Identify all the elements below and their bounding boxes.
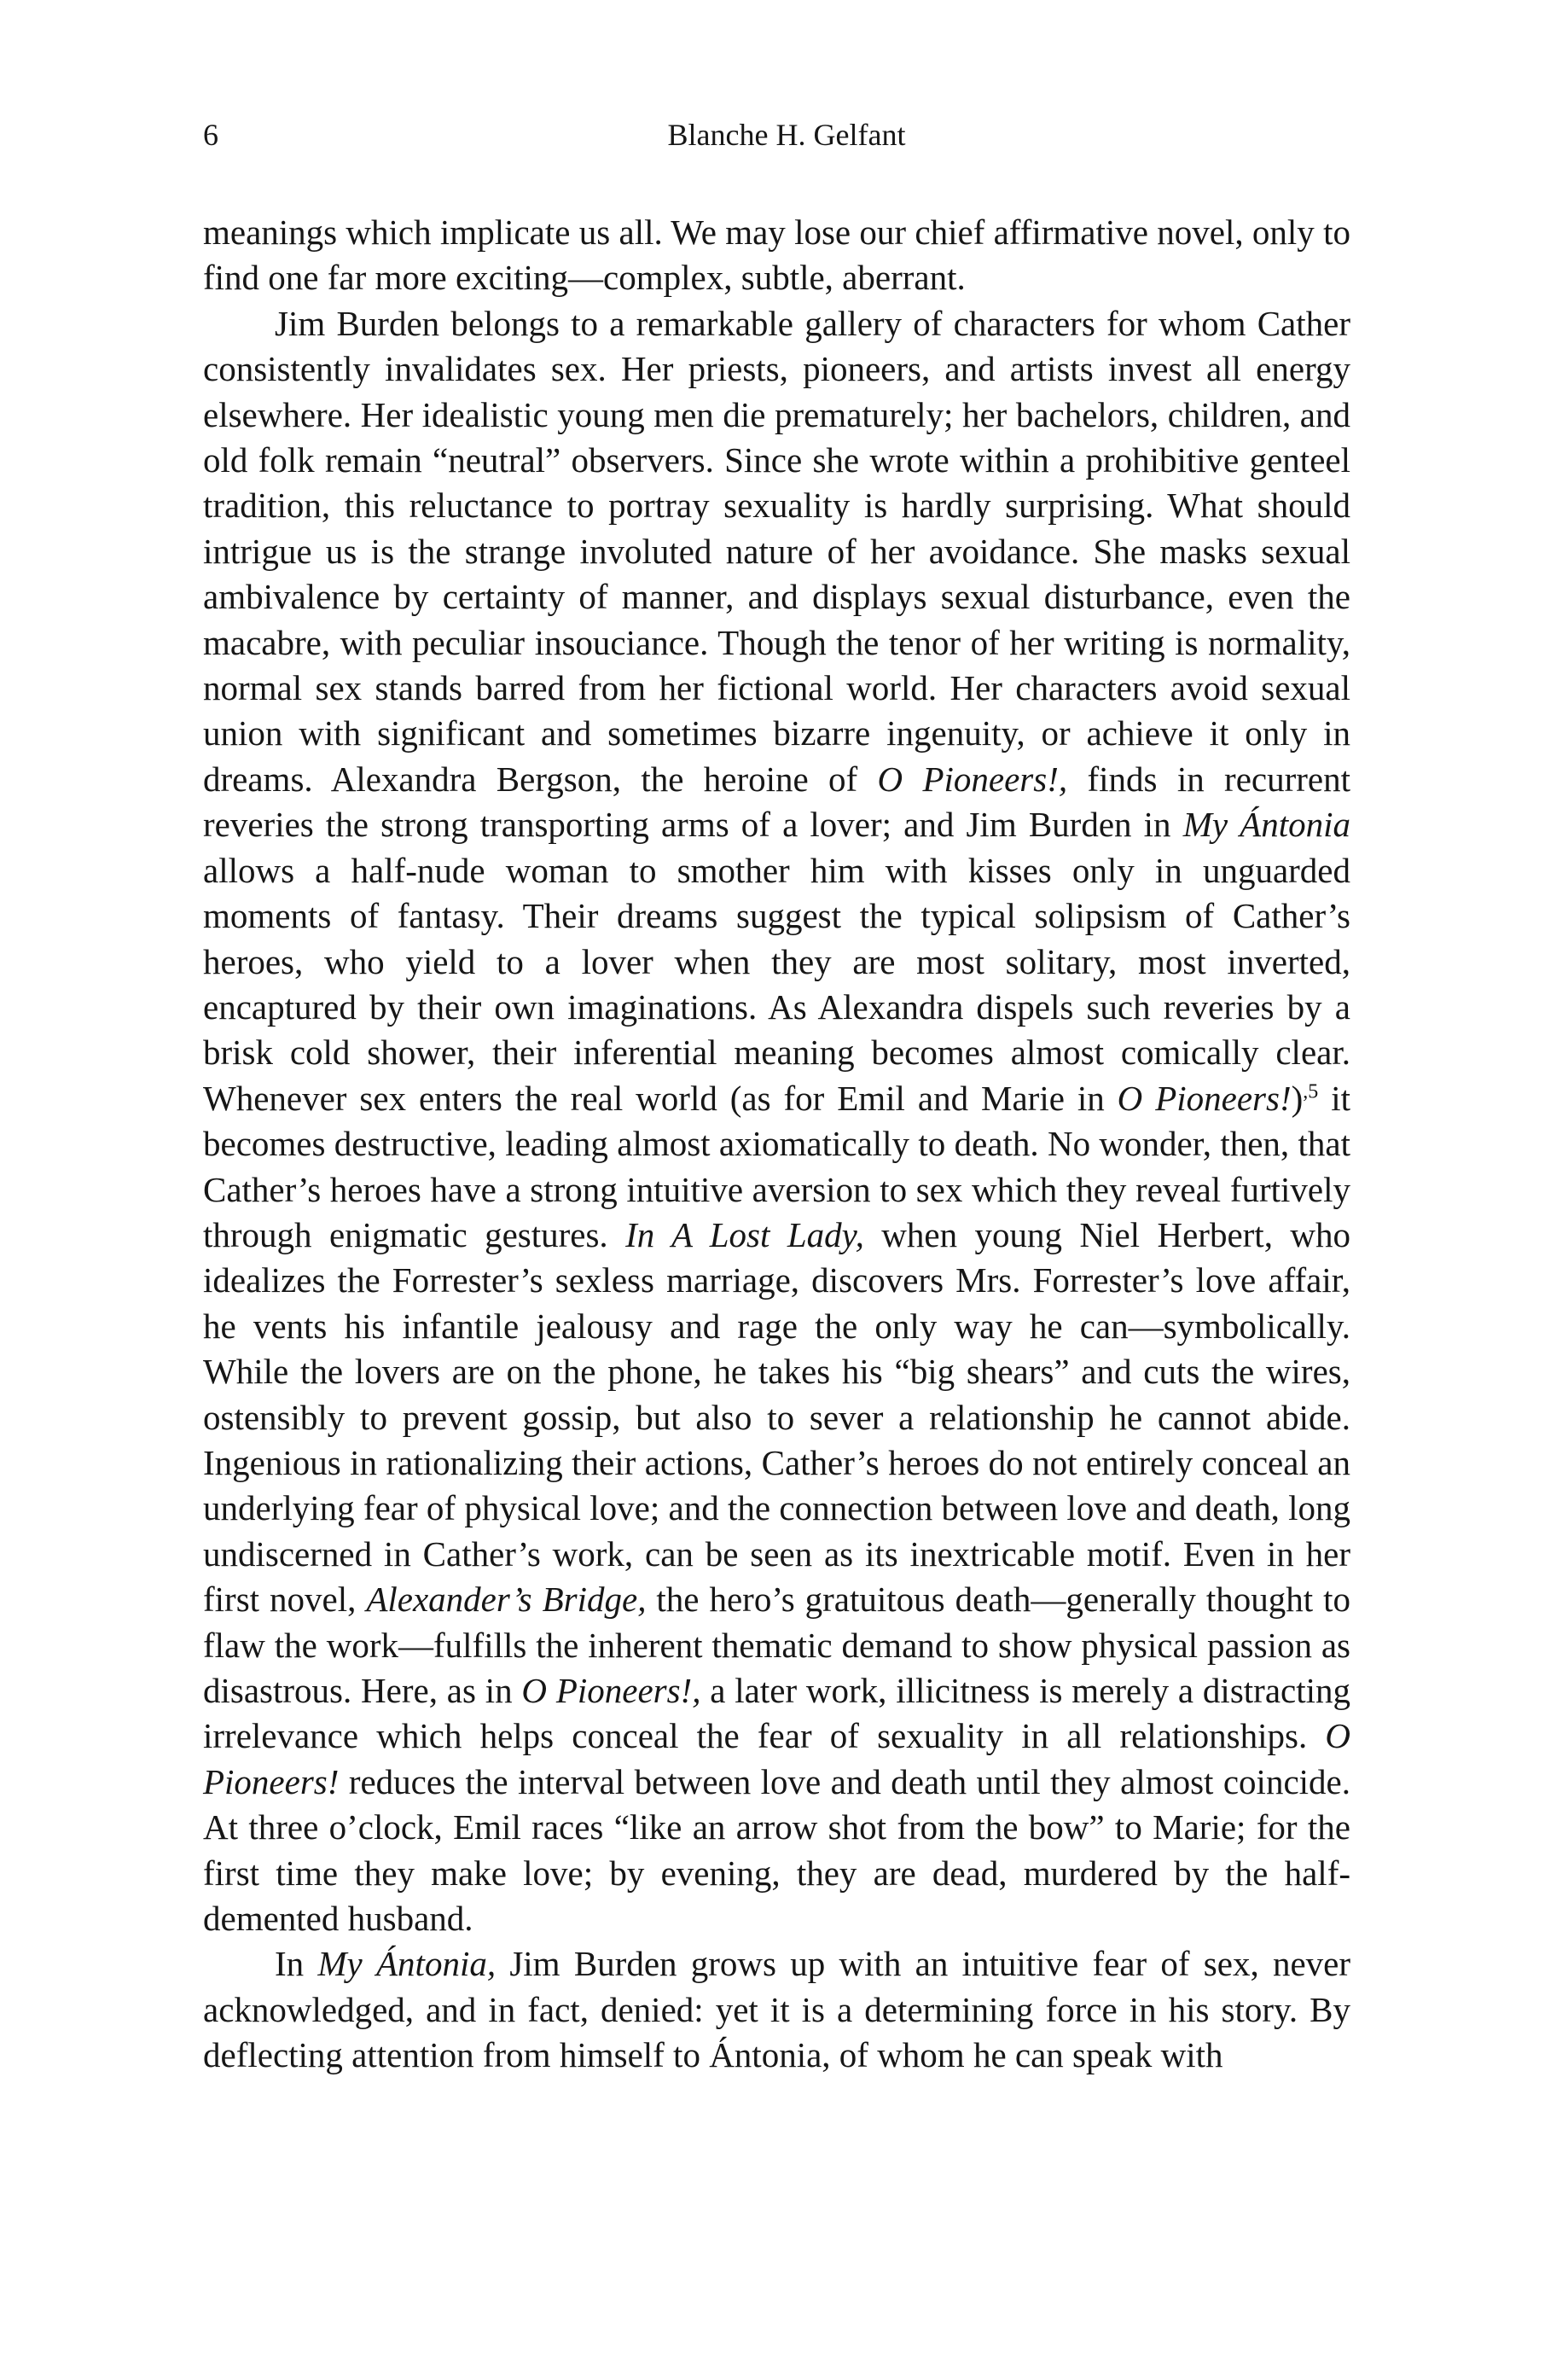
text-run: it becomes destructive, leading almost axiomatically to death. No wonder, then, that Cather’s heroes have a strong intuitive aversion to sex which they reveal furtively through enigmatic gestures.: [203, 1078, 1350, 1254]
italic-title: My Ántonia: [1182, 805, 1350, 845]
text-run: finds in recurrent reveries the strong transporting arms of a lover; and Jim Burden in: [203, 759, 1350, 845]
page-number: 6: [203, 118, 218, 152]
italic-title: O Pioneers!,: [877, 759, 1068, 799]
italic-title: In A Lost Lady,: [625, 1214, 864, 1254]
italic-title: My Ántonia,: [317, 1944, 497, 1984]
text-run: In: [275, 1944, 318, 1984]
text-run: Jim Burden grows up with an intuitive fear of sex, never acknowledged, and in fact, denied: yet it is a determining force in his story. By deflecting attention from himself to Ántonia, of whom he can speak with: [203, 1944, 1351, 2075]
text-run: ): [1291, 1078, 1304, 1118]
body-text: [203, 210, 1350, 2079]
text-run: a later work, illicitness is merely a distracting irrelevance which helps conceal the fear of sexuality in all relationships.: [203, 1671, 1351, 1756]
italic-title: O Pioneers!: [203, 1716, 1350, 1801]
italic-title: O Pioneers!: [1117, 1078, 1292, 1118]
italic-title: O Pioneers!,: [521, 1671, 701, 1710]
text-run: allows a half-nude woman to smother him with kisses only in unguarded moments of fantasy. Their dreams suggest the typical solipsism of Cather’s heroes, who yield to a lover when they are most solitary, most inverted, encaptured by their own imaginations. As Alexandra dispels such reveries by a brisk cold shower, their inferential meaning becomes almost comically clear. Whenever sex enters the real world (as for Emil and Marie in: [203, 850, 1350, 1118]
paragraph: [203, 1941, 1350, 2078]
footnote-reference: ,5: [1303, 1080, 1319, 1103]
text-run: the hero’s gratuitous death—generally thought to flaw the work—fulfills the inherent thematic demand to show physical passion as disastrous. Here, as in: [203, 1580, 1350, 1710]
running-head-author: Blanche H. Gelfant: [667, 118, 906, 152]
text-run: reduces the interval between love and death until they almost coincide. At three o’clock, Emil races “like an arrow shot from the bow” to Marie; for the first time they make love; by evening, they are dead, murdered by the half-demented husband.: [203, 1761, 1350, 1939]
text-run: Jim Burden belongs to a remarkable gallery of characters for whom Cather consistently invalidates sex. Her priests, pioneers, and artists invest all energy elsewhere. Her idealistic young men die prematurely; her bachelors, children, and old folk remain “neutral” observers. Since she wrote within a prohibitive genteel tradition, this reluctance to portray sexuality is hardly surprising. What should intrigue us is the strange involuted nature of her avoidance. She masks sexual ambivalence by certainty of manner, and displays sexual disturbance, even the macabre, with peculiar insouciance. Though the tenor of her writing is normality, normal sex stands barred from her fictional world. Her characters avoid sexual union with significant and sometimes bizarre ingenuity, or achieve it only in dreams. Alexandra Bergson, the heroine of: [203, 303, 1350, 799]
paragraph: meanings which implicate us all. We may lose our chief affirmative novel, only to find one far more exciting—complex, subtle, aberrant.: [203, 212, 1350, 298]
page-header: [203, 109, 1370, 160]
paragraph: [203, 301, 1350, 1942]
text-run: when young Niel Herbert, who idealizes the Forrester’s sexless marriage, discovers Mrs. Forrester’s love affair, he vents his infantile jealousy and rage the only way he can—symbolically. While the lovers are on the phone, he takes his “big shears” and cuts the wires, ostensibly to prevent gossip, but also to sever a relationship he cannot abide. Ingenious in rationalizing their actions, Cather’s heroes do not entirely conceal an underlying fear of physical love; and the connection between love and death, long undiscerned in Cather’s work, can be seen as its inextricable motif. Even in her first novel,: [203, 1214, 1350, 1620]
italic-title: Alexander’s Bridge,: [366, 1580, 647, 1620]
